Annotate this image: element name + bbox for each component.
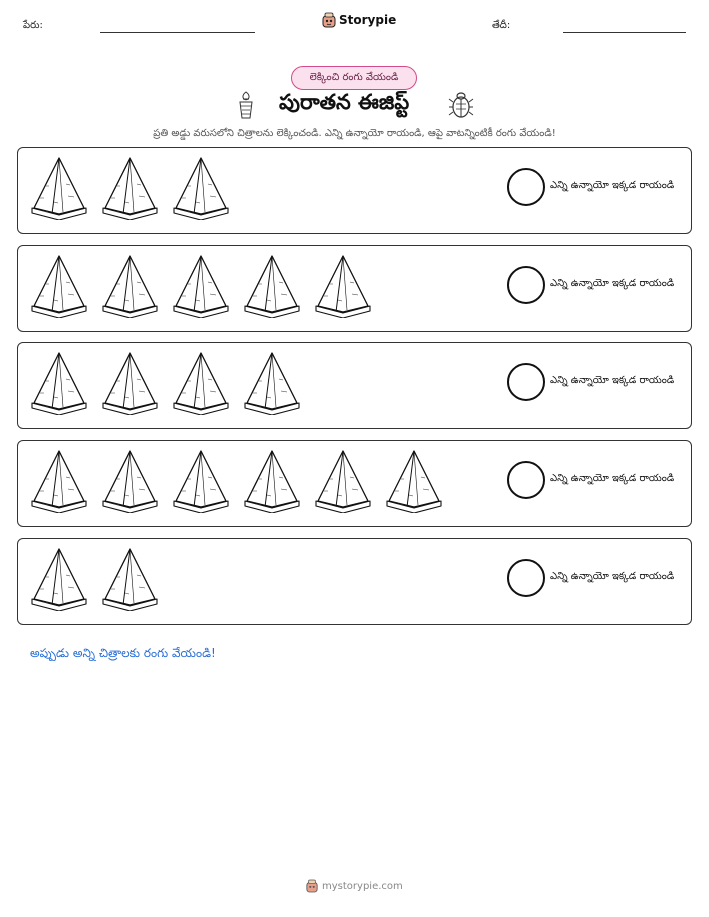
storypie-logo-icon: [322, 12, 336, 28]
counting-row: [17, 245, 692, 332]
pyramid-icon[interactable]: [101, 547, 159, 611]
instruction-text: ప్రతి అడ్డు వరుసలోని చిత్రాలను లెక్కించండి. ఎన్ని ఉన్నాయో రాయండి, ఆపై వాటన్నింటికీ రంగు వేయండి!: [153, 128, 556, 139]
brand: [322, 12, 396, 28]
closing-instruction: అప్పుడు అన్ని చిత్రాలకు రంగు వేయండి!: [30, 646, 216, 660]
pyramid-icon[interactable]: [172, 254, 230, 318]
answer-prompt: ఎన్ని ఉన్నాయో ఇక్కడ రాయండి: [550, 278, 675, 289]
pyramid-icon[interactable]: [243, 351, 301, 415]
name-label: పేరు:: [23, 20, 43, 31]
counting-row: [17, 342, 692, 429]
pyramid-icon[interactable]: [172, 449, 230, 513]
footer: [306, 879, 403, 893]
pyramid-icon[interactable]: [243, 449, 301, 513]
answer-prompt: ఎన్ని ఉన్నాయో ఇక్కడ రాయండి: [550, 375, 675, 386]
pyramid-icon[interactable]: [30, 449, 88, 513]
counting-row: [17, 147, 692, 234]
pyramid-icon[interactable]: [101, 254, 159, 318]
pyramid-icon[interactable]: [314, 449, 372, 513]
pyramid-icon[interactable]: [101, 449, 159, 513]
answer-prompt: ఎన్ని ఉన్నాయో ఇక్కడ రాయండి: [550, 473, 675, 484]
date-label: తేదీ:: [492, 20, 511, 31]
answer-prompt: ఎన్ని ఉన్నాయో ఇక్కడ రాయండి: [550, 571, 675, 582]
worksheet-header: [0, 0, 709, 50]
counting-row: [17, 440, 692, 527]
storypie-logo-icon: [306, 879, 318, 893]
pyramid-icon[interactable]: [30, 351, 88, 415]
answer-circle[interactable]: [507, 363, 545, 401]
counting-row: [17, 538, 692, 625]
page-title: పురాతన ఈజిప్ట్: [279, 90, 410, 114]
pyramid-icon[interactable]: [243, 254, 301, 318]
name-field[interactable]: [100, 32, 255, 33]
answer-prompt: ఎన్ని ఉన్నాయో ఇక్కడ రాయండి: [550, 180, 675, 191]
answer-circle[interactable]: [507, 266, 545, 304]
pyramid-icon[interactable]: [385, 449, 443, 513]
pyramid-icon[interactable]: [30, 156, 88, 220]
answer-circle[interactable]: [507, 168, 545, 206]
pyramid-icon[interactable]: [101, 351, 159, 415]
pyramid-icon[interactable]: [101, 156, 159, 220]
answer-circle[interactable]: [507, 559, 545, 597]
pyramid-icon[interactable]: [314, 254, 372, 318]
potted-plant-icon: [236, 90, 256, 120]
brand-name: Storypie: [339, 13, 397, 27]
activity-badge: లెక్కించి రంగు వేయండి: [291, 66, 417, 90]
pyramid-icon[interactable]: [30, 254, 88, 318]
pyramid-icon[interactable]: [172, 156, 230, 220]
footer-url[interactable]: mystorypie.com: [322, 880, 403, 892]
answer-circle[interactable]: [507, 461, 545, 499]
title-row: [0, 88, 709, 124]
pyramid-icon[interactable]: [172, 351, 230, 415]
scarab-beetle-icon: [448, 90, 474, 120]
pyramid-icon[interactable]: [30, 547, 88, 611]
date-field[interactable]: [563, 32, 686, 33]
